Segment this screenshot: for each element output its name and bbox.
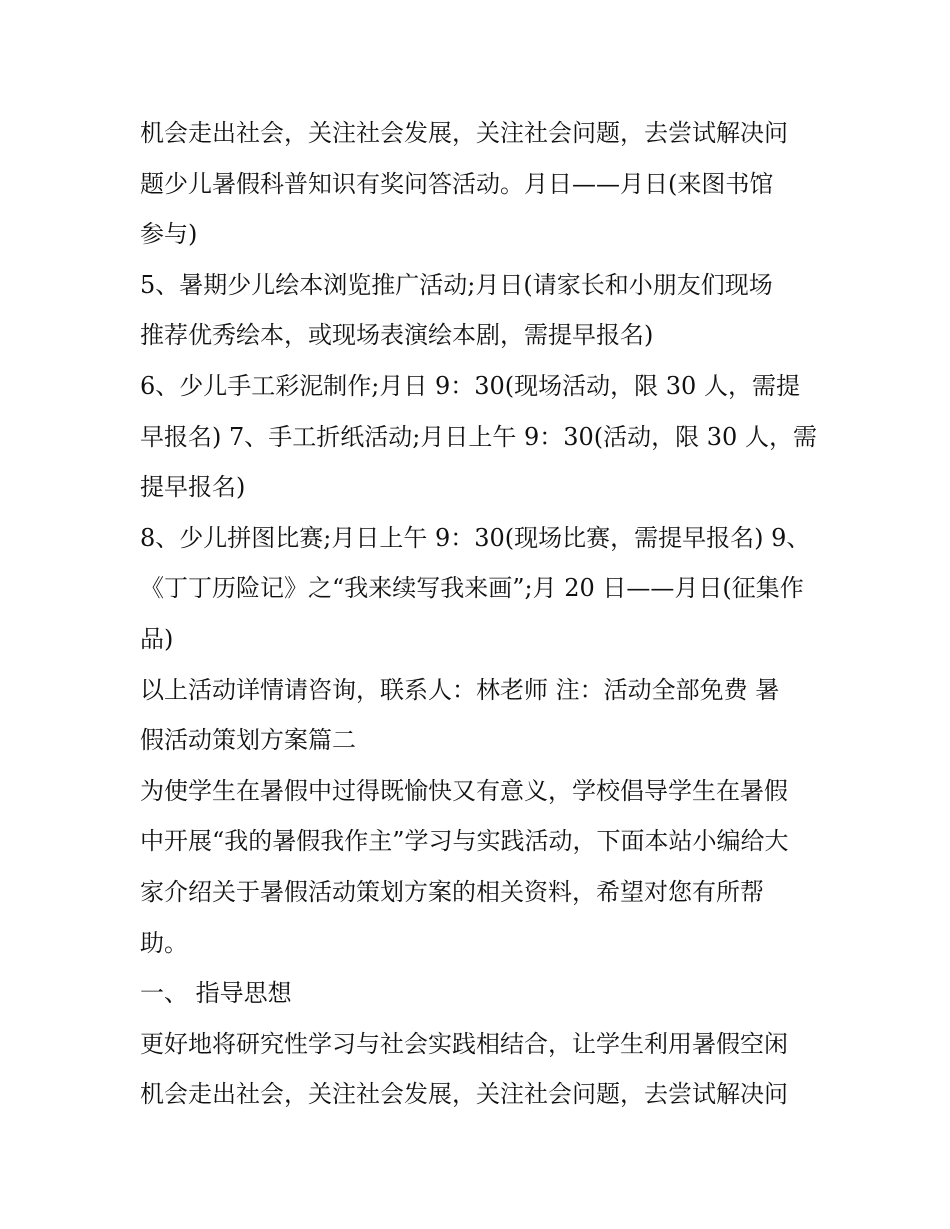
- text-line: 5、暑期少儿绘本浏览推广活动;月日(请家长和小朋友们现场: [140, 270, 773, 299]
- section-heading-line: 假活动策划方案篇二: [140, 726, 356, 755]
- text-line: 机会走出社会，关注社会发展，关注社会问题，去尝试解决问: [140, 1080, 788, 1109]
- text-line: 6、少儿手工彩泥制作;月日 9：30(现场活动，限 30 人，需提: [140, 371, 800, 400]
- text-line: 家介绍关于暑假活动策划方案的相关资料，希望对您有所帮: [140, 877, 764, 906]
- text-line: 《丁丁历险记》之“我来续写我来画”;月 20 日——月日(征集作: [140, 574, 804, 603]
- text-line: 题少儿暑假科普知识有奖问答活动。月日——月日(来图书馆: [140, 169, 774, 198]
- text-line: 机会走出社会，关注社会发展，关注社会问题，去尝试解决问: [140, 119, 788, 147]
- text-line: 品): [140, 624, 174, 653]
- text-line: 为使学生在暑假中过得既愉快又有意义，学校倡导学生在暑假: [140, 776, 788, 805]
- text-line: 助。: [140, 928, 188, 957]
- text-line: 早报名) 7、手工折纸活动;月日上午 9：30(活动，限 30 人，需: [140, 422, 817, 451]
- text-line: 参与): [140, 220, 198, 249]
- text-line: 推荐优秀绘本，或现场表演绘本剧，需提早报名): [140, 321, 654, 350]
- text-line: 以上活动详情请咨询，联系人：林老师 注：活动全部免费 暑: [140, 675, 780, 704]
- text-line: 更好地将研究性学习与社会实践相结合，让学生利用暑假空闲: [140, 1029, 788, 1058]
- text-line: 中开展“我的暑假我作主”学习与实践活动，下面本站小编给大: [140, 827, 789, 856]
- section-heading: 一、 指导思想: [140, 979, 292, 1008]
- text-line: 提早报名): [140, 473, 246, 502]
- document-page: [140, 108, 820, 1120]
- text-line: 8、少儿拼图比赛;月日上午 9：30(现场比赛，需提早报名) 9、: [140, 523, 811, 552]
